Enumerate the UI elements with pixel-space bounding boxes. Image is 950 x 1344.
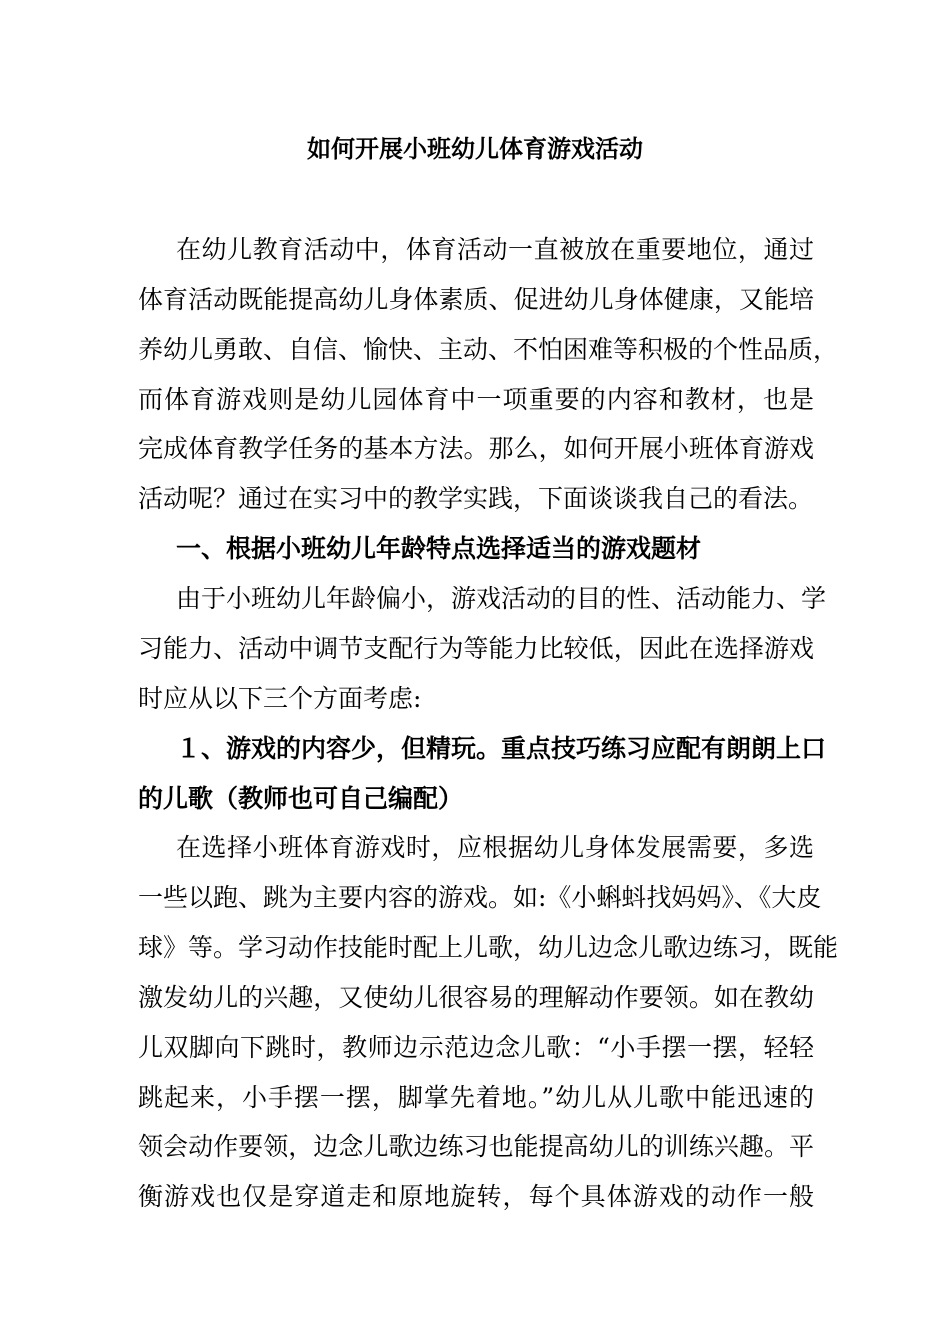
section-heading-1: 一、根据小班幼儿年龄特点选择适当的游戏题材 — [176, 534, 702, 563]
body-line-7: 领会动作要领，边念儿歌边练习也能提高幼儿的训练兴趣。平 — [138, 1132, 814, 1161]
subheading-1-line-1: １、游戏的内容少，但精玩。重点技巧练习应配有朗朗上口 — [176, 734, 827, 763]
section1-line-1: 由于小班幼儿年龄偏小，游戏活动的目的性、活动能力、学 — [176, 584, 827, 613]
body-line-2: 一些以跑、跳为主要内容的游戏。如:《小蝌蚪找妈妈》、《大皮 — [138, 883, 822, 912]
intro-line-1: 在幼儿教育活动中，体育活动一直被放在重要地位，通过 — [176, 235, 814, 264]
body-line-6: 跳起来，小手摆一摆，脚掌先着地。”幼儿从儿歌中能迅速的 — [138, 1083, 814, 1112]
section1-line-3: 时应从以下三个方面考虑: — [138, 684, 422, 713]
body-line-8: 衡游戏也仅是穿道走和原地旋转，每个具体游戏的动作一般 — [138, 1182, 814, 1211]
intro-line-2: 体育活动既能提高幼儿身体素质、促进幼儿身体健康，又能培 — [138, 285, 814, 314]
body-line-5: 儿双脚向下跳时，教师边示范边念儿歌：“小手摆一摆，轻轻 — [138, 1033, 814, 1062]
body-line-1: 在选择小班体育游戏时，应根据幼儿身体发展需要，多选 — [176, 833, 814, 862]
intro-line-4: 而体育游戏则是幼儿园体育中一项重要的内容和教材，也是 — [138, 385, 814, 414]
body-line-3: 球》等。学习动作技能时配上儿歌，幼儿边念儿歌边练习，既能 — [138, 933, 839, 962]
document-title: 如何开展小班幼儿体育游戏活动 — [307, 134, 643, 163]
intro-line-3: 养幼儿勇敢、自信、愉快、主动、不怕困难等积极的个性品质， — [138, 335, 839, 364]
intro-line-5: 完成体育教学任务的基本方法。那么，如何开展小班体育游戏 — [138, 434, 814, 463]
section1-line-2: 习能力、活动中调节支配行为等能力比较低，因此在选择游戏 — [138, 634, 814, 663]
intro-line-6: 活动呢？通过在实习中的教学实践，下面谈谈我自己的看法。 — [138, 484, 814, 513]
body-line-4: 激发幼儿的兴趣，又使幼儿很容易的理解动作要领。如在教幼 — [138, 983, 814, 1012]
subheading-1-line-2: 的儿歌（教师也可自己编配） — [138, 784, 464, 813]
